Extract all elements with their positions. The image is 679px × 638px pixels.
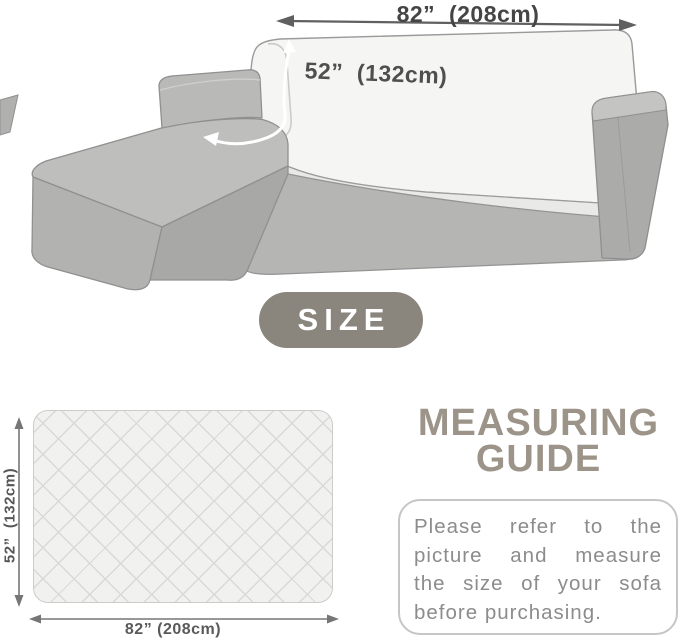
sofa-back-width-label: 52” (132cm) — [304, 57, 448, 89]
width-arrowhead-right — [619, 19, 637, 31]
guide-title-line1: MEASURING — [417, 402, 660, 444]
guide-title-line2: GUIDE — [475, 438, 602, 480]
arrowhead-left — [29, 615, 41, 624]
width-arrowhead-left — [276, 15, 294, 27]
sofa-back-corner — [0, 95, 18, 135]
size-badge-label: SIZE — [297, 302, 391, 337]
measuring-guide-title — [398, 402, 679, 480]
cover-height-label: 52” (132cm) — [1, 467, 19, 564]
arrowhead-right — [327, 615, 339, 624]
guide-note-line: the size of your sofa — [414, 572, 662, 595]
cover-fabric-swatch — [33, 410, 333, 603]
guide-note-line: before purchasing. — [414, 600, 602, 624]
sofa-width-label: 82” (208cm) — [396, 1, 540, 27]
arrowhead-up — [15, 417, 24, 429]
size-badge — [259, 292, 423, 348]
cover-width-label: 82” (208cm) — [124, 621, 222, 638]
arrowhead-down — [15, 595, 24, 607]
guide-note-line: Please refer to the — [414, 515, 662, 538]
measuring-guide-note — [398, 499, 678, 635]
sectional-sofa-illustration — [0, 0, 679, 310]
guide-note-line: picture and measure — [414, 543, 662, 567]
